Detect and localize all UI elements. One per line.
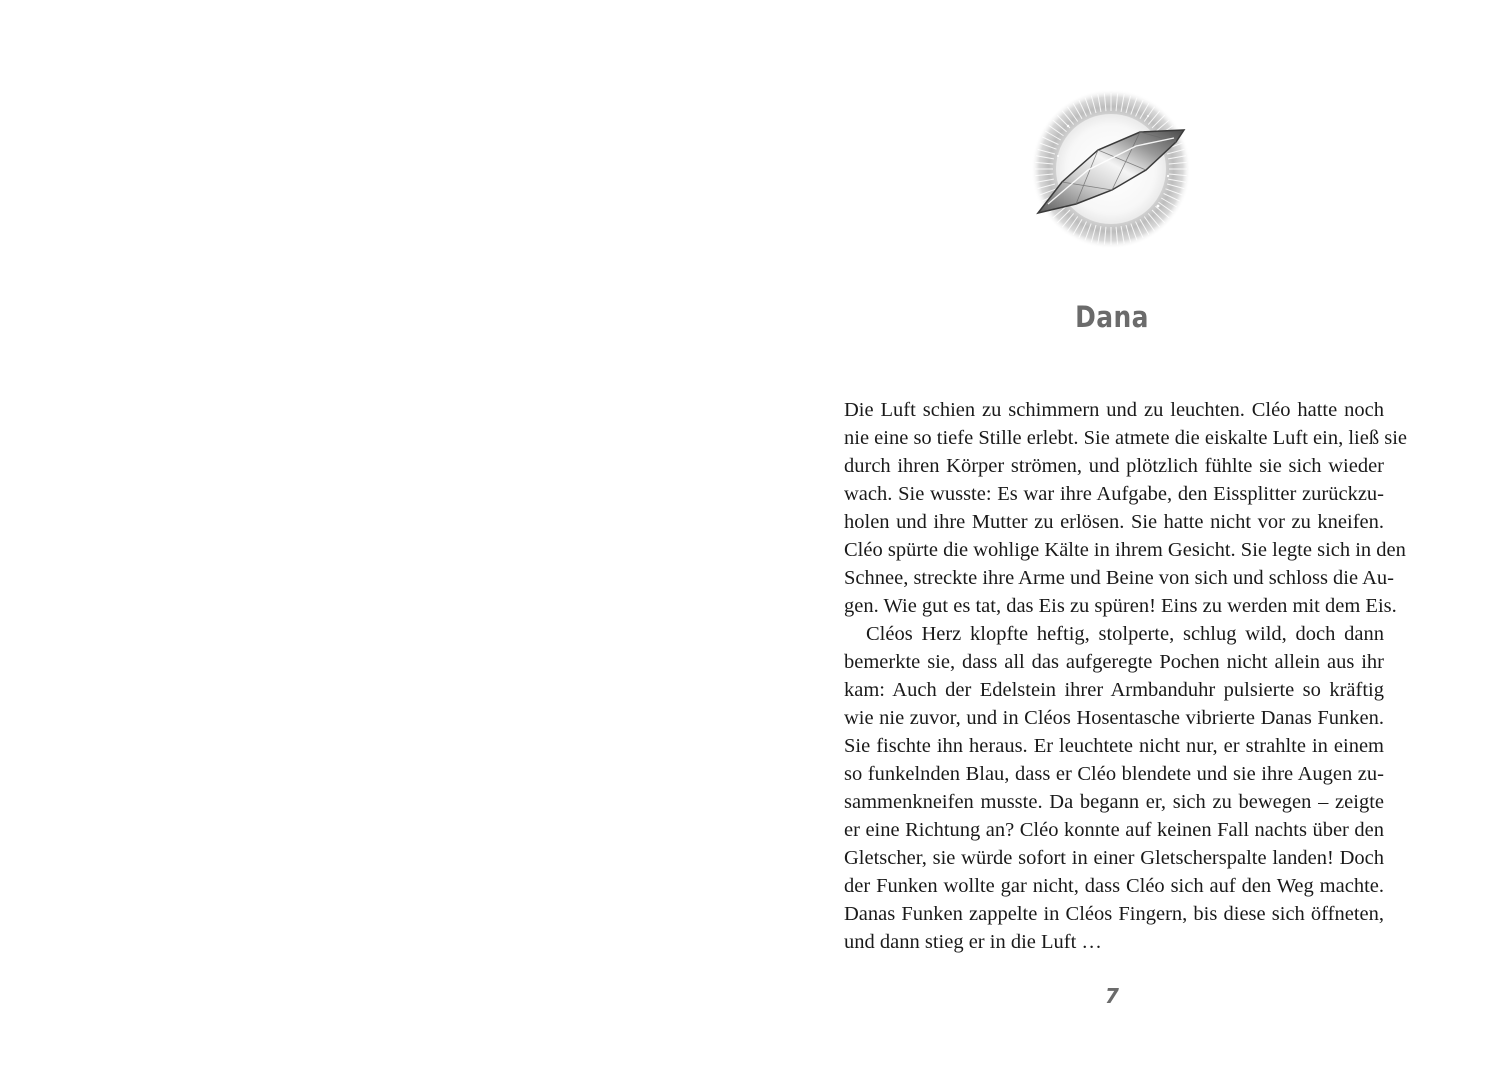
text-line: Sie fischte ihn heraus. Er leuchtete nicht nur, er strahlte in einem	[844, 735, 1384, 757]
text-line: Gletscher, sie würde sofort in einer Gletscherspalte landen! Doch	[844, 847, 1384, 869]
text-line: und dann stieg er in die Luft …	[844, 931, 1102, 953]
chapter-body-text	[844, 396, 1407, 956]
text-line: so funkelnden Blau, dass er Cléo blendete und sie ihre Augen zu-	[844, 763, 1384, 785]
text-line: kam: Auch der Edelstein ihrer Armbanduhr pulsierte so kräftig	[844, 679, 1384, 701]
text-line: gen. Wie gut es tat, das Eis zu spüren! Eins zu werden mit dem Eis.	[844, 595, 1397, 617]
text-line: bemerkte sie, dass all das aufgeregte Pochen nicht allein aus ihr	[844, 651, 1384, 673]
text-line: Die Luft schien zu schimmern und zu leuchten. Cléo hatte noch	[844, 399, 1384, 421]
text-line: durch ihren Körper strömen, und plötzlich fühlte sie sich wieder	[844, 455, 1384, 477]
text-line: Danas Funken zappelte in Cléos Fingern, bis diese sich öffneten,	[844, 903, 1384, 925]
text-line: er eine Richtung an? Cléo konnte auf keinen Fall nachts über den	[844, 819, 1384, 841]
text-line: sammenkneifen musste. Da begann er, sich zu bewegen – zeigte	[844, 791, 1384, 813]
text-line: Cléo spürte die wohlige Kälte in ihrem Gesicht. Sie legte sich in den	[844, 539, 1406, 561]
text-line: holen und ihre Mutter zu erlösen. Sie hatte nicht vor zu kneifen.	[844, 511, 1384, 533]
page-number: 7	[1105, 984, 1119, 1008]
text-line: Cléos Herz klopfte heftig, stolperte, schlug wild, doch dann	[866, 623, 1384, 645]
text-line: nie eine so tiefe Stille erlebt. Sie atmete die eiskalte Luft ein, ließ sie	[844, 427, 1407, 449]
text-line: der Funken wollte gar nicht, dass Cléo sich auf den Weg machte.	[844, 875, 1384, 897]
text-line: Schnee, streckte ihre Arme und Beine von sich und schloss die Au-	[844, 567, 1394, 589]
right-page	[750, 0, 1500, 1086]
text-line: wie nie zuvor, und in Cléos Hosentasche vibrierte Danas Funken.	[844, 707, 1384, 729]
text-line: wach. Sie wusste: Es war ihre Aufgabe, den Eissplitter zurückzu-	[844, 483, 1384, 505]
ice-crystal-shard-icon	[1028, 86, 1194, 252]
chapter-title: Dana	[1075, 300, 1149, 334]
